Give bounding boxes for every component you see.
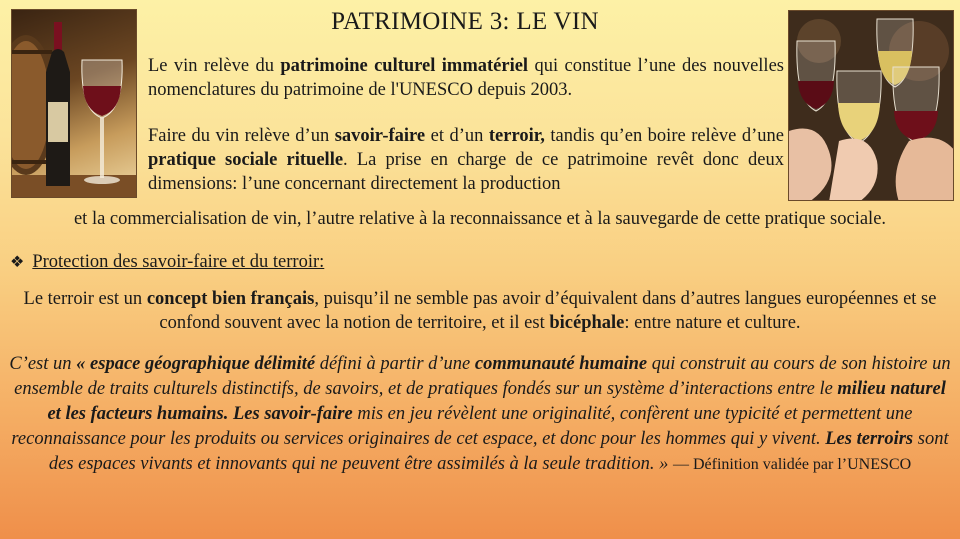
savoir-faire-paragraph: Faire du vin relève d’un savoir-faire et d’un terroir, tandis qu’en boire relève d’une pratique sociale rituelle. La prise en charge de ce patrimoine revêt donc deux dimensions: l’une concernant directement la production — [148, 126, 784, 194]
section-heading: ❖ Protection des savoir-faire et du terroir: — [10, 252, 325, 272]
intro-paragraph: Le vin relève du patrimoine culturel immatériel qui constitue l’une des nouvelles nomenclatures du patrimoine de l'UNESCO depuis 2003. — [148, 56, 784, 100]
wine-bottle-image — [11, 9, 137, 198]
unesco-quote: C’est un « espace géographique délimité défini à partir d’une communauté humaine qui construit au cours de son histoire un ensemble de traits culturels distinctifs, de savoirs, et de pratiques fondés sur un système d’interactions entre le milieu naturel et les facteurs humains. Les savoir-faire mis en jeu révèlent une originalité, confèrent une typicité et permettent une reconnaissance pour les produits ou services originaires de cet espace, et donc pour les hommes qui y vivent. Les terroirs sont des espaces vivants et innovants qui ne peuvent être assimilés à la seule tradition. » — Définition validée par l’UNESCO — [9, 354, 951, 474]
terroir-paragraph: Le terroir est un concept bien français, puisqu’il ne semble pas avoir d’équivalent dans d’autres langues européennes et se confond souvent avec la notion de territoire, et il est bicéphale: entre nature et culture. — [23, 289, 937, 333]
savoir-faire-paragraph-end: et la commercialisation de vin, l’autre relative à la reconnaissance et à la sauvegarde de cette pratique sociale. — [73, 209, 887, 229]
page-title: PATRIMOINE 3: LE VIN — [331, 8, 599, 35]
toasting-glasses-image — [788, 10, 954, 201]
quote-attribution: — Définition validée par l’UNESCO — [672, 456, 912, 473]
diamond-bullet-icon: ❖ — [10, 254, 25, 271]
